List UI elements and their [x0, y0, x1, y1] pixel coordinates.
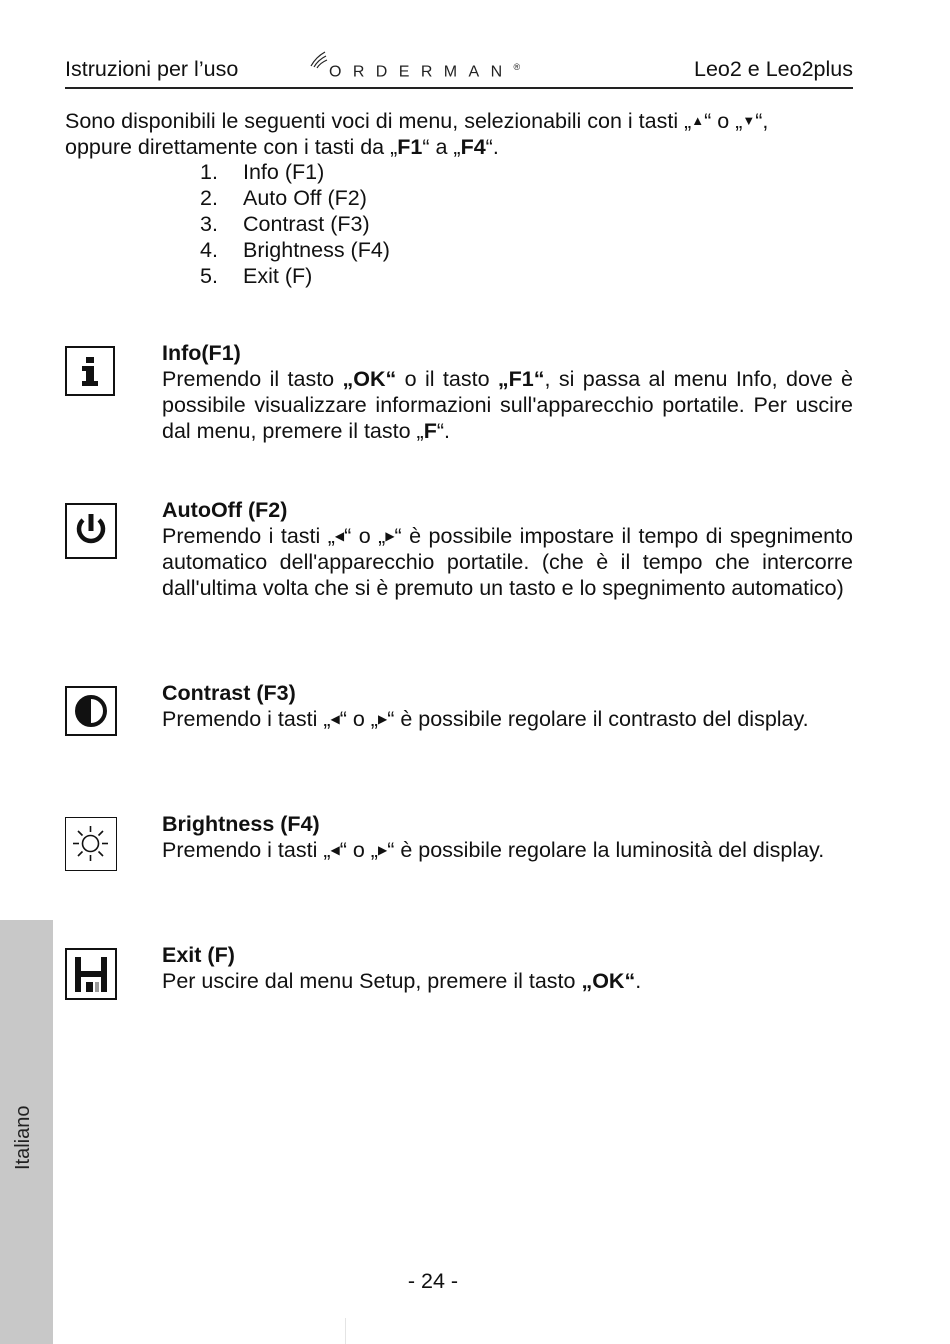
page-number: - 24 - [407, 1269, 459, 1293]
intro-text-end-a: “, [755, 109, 769, 133]
list-item: 5. Exit (F) [200, 264, 313, 288]
logo-wordmark: ORDERMAN [329, 63, 514, 81]
info-section [162, 340, 853, 444]
right-arrow-icon: ▶ [385, 529, 395, 543]
list-item: 3. Contrast (F3) [200, 212, 370, 236]
intro-text-mid-b: “ a „ [422, 135, 461, 159]
key-f1: „F1“ [497, 367, 545, 391]
right-arrow-icon: ▶ [377, 712, 388, 726]
section-title: Contrast (F3) [162, 681, 296, 705]
list-item: 1. Info (F1) [200, 160, 325, 184]
brightness-section [162, 811, 853, 863]
key-ok: „OK“ [581, 969, 636, 993]
list-item: 4. Brightness (F4) [200, 238, 390, 262]
brightness-icon [65, 817, 117, 871]
section-title: Exit (F) [162, 943, 235, 967]
key-f1: F1 [397, 135, 423, 159]
section-title: Brightness (F4) [162, 812, 320, 836]
intro-text-a: Sono disponibili le seguenti voci di menu, selezionabili con i tasti „ [65, 109, 692, 133]
right-arrow-icon: ▶ [377, 843, 388, 857]
section-body: Per uscire dal menu Setup, premere il tasto „OK“. [162, 969, 642, 993]
info-icon [65, 346, 115, 396]
page-header [65, 56, 853, 86]
left-arrow-icon: ◀ [330, 843, 340, 857]
list-item: 2. Auto Off (F2) [200, 186, 367, 210]
section-title: Info(F1) [162, 341, 241, 365]
exit-section [162, 942, 853, 994]
power-icon [65, 503, 117, 559]
down-arrow-icon: ▼ [742, 113, 756, 128]
key-ok: „OK“ [342, 367, 397, 391]
contrast-section [162, 680, 853, 732]
up-arrow-icon: ▲ [691, 113, 705, 128]
header-right-text: Leo2 e Leo2plus [693, 57, 853, 81]
intro-line-1 [65, 108, 853, 134]
section-title: AutoOff (F2) [162, 498, 288, 522]
orderman-logo [307, 48, 537, 81]
intro-text-b: oppure direttamente con i tasti da „ [65, 135, 398, 159]
signal-waves-icon [307, 48, 329, 70]
logo-registered-mark: ® [513, 62, 521, 72]
section-body: Premendo il tasto „OK“ o il tasto „F1“, si passa al menu Info, dove è possibile visualizzare informazioni sull'apparecchio portatile. Per uscire dal menu, premere il tasto „F“. [162, 367, 853, 443]
floppy-disk-icon [65, 948, 117, 1000]
intro-text-end-b: “. [485, 135, 499, 159]
menu-list [200, 159, 390, 289]
intro-text-mid-a: “ o „ [704, 109, 743, 133]
section-body: Premendo i tasti „◀“ o „▶“ è possibile impostare il tempo di spegnimento automatico dell'apparecchio portatile. (che è il tempo che intercorre dall'ultima volta che si è premuto un tasto e lo spegnimento automatico) [162, 524, 853, 600]
language-label: Italiano [12, 1105, 34, 1170]
intro-paragraph [65, 108, 853, 160]
left-arrow-icon: ◀ [330, 712, 340, 726]
autooff-section [162, 497, 853, 601]
section-body: Premendo i tasti „◀“ o „▶“ è possibile regolare il contrasto del display. [162, 707, 809, 731]
key-f4: F4 [460, 135, 486, 159]
key-f: F [423, 419, 437, 443]
header-rule [65, 87, 853, 89]
header-left-text: Istruzioni per l’uso [65, 57, 239, 81]
section-body: Premendo i tasti „◀“ o „▶“ è possibile regolare la luminosità del display. [162, 838, 825, 862]
intro-line-2 [65, 134, 853, 160]
contrast-icon [65, 686, 117, 736]
left-arrow-icon: ◀ [334, 529, 345, 543]
scan-artifact-line [345, 1318, 346, 1344]
